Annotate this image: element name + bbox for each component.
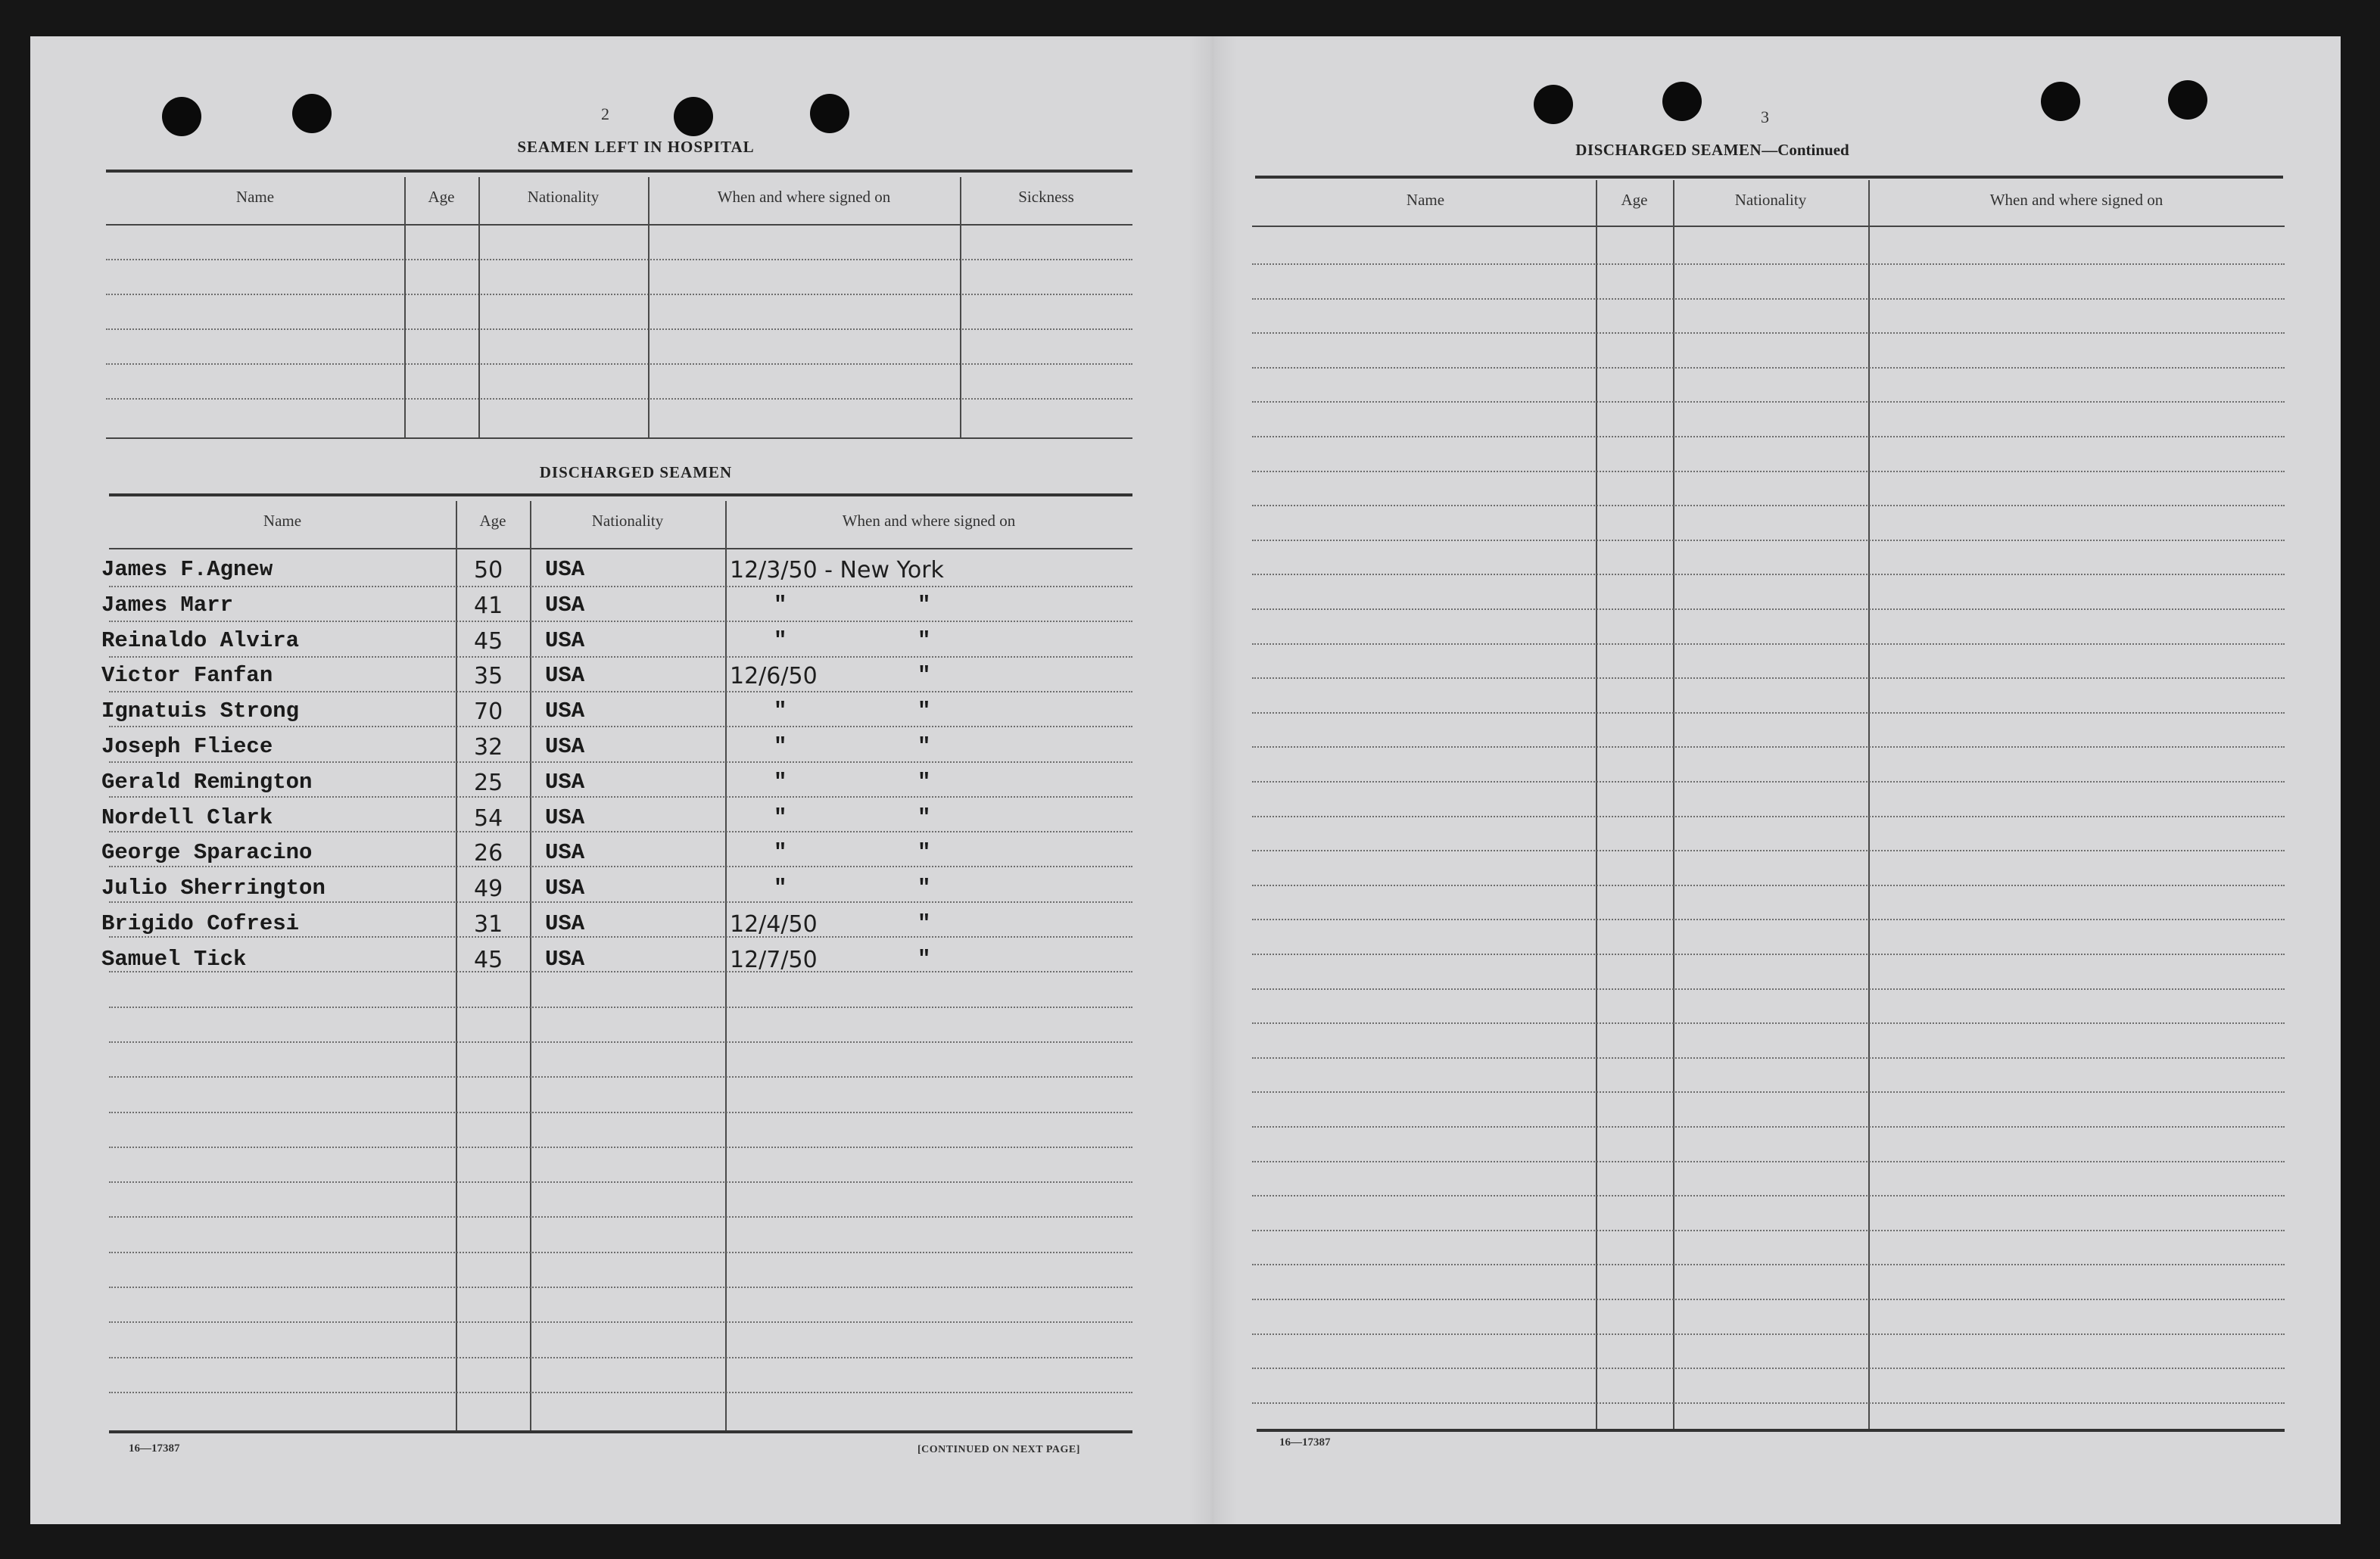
- seaman-signed-on-date: 12/7/50: [730, 947, 818, 973]
- row-rule: [109, 1252, 1132, 1253]
- row-rule: [1252, 1333, 2285, 1335]
- seaman-nationality: USA: [545, 557, 585, 582]
- hospital-col-sickness: Sickness: [1018, 188, 1074, 206]
- row-rule: [109, 726, 1132, 727]
- row-rule: [109, 1007, 1132, 1008]
- hospital-row-rule: [106, 398, 1132, 400]
- right-col-name: Name: [1406, 191, 1445, 209]
- punch-hole: [2168, 80, 2207, 120]
- hospital-row-rule: [106, 259, 1132, 260]
- left-page-number: 2: [601, 104, 609, 123]
- seaman-signed-on-place: ": [917, 663, 931, 688]
- hospital-header-rule: [106, 224, 1132, 226]
- row-rule: [109, 901, 1132, 903]
- row-rule: [1252, 367, 2285, 369]
- row-rule: [1252, 643, 2285, 645]
- row-rule: [109, 761, 1132, 763]
- seaman-name: George Sparacino: [101, 840, 313, 865]
- row-rule: [1252, 332, 2285, 334]
- row-rule: [109, 1392, 1132, 1393]
- seaman-signed-on-date: ": [774, 593, 787, 618]
- seaman-age: 54: [474, 805, 503, 832]
- seaman-nationality: USA: [545, 805, 585, 830]
- seaman-age: 70: [474, 699, 503, 725]
- seaman-nationality: USA: [545, 663, 585, 688]
- discharged-col-name: Name: [263, 512, 302, 530]
- row-rule: [109, 1147, 1132, 1148]
- hospital-table-top-rule: [106, 170, 1132, 173]
- hospital-table-bottom-rule: [106, 437, 1132, 439]
- row-rule: [1252, 1022, 2285, 1024]
- seaman-signed-on-place: ": [917, 805, 931, 830]
- row-rule: [1252, 1402, 2285, 1404]
- seaman-name: James F.Agnew: [101, 557, 273, 582]
- row-rule: [109, 1076, 1132, 1078]
- row-rule: [1252, 919, 2285, 920]
- hospital-section-title: SEAMEN LEFT IN HOSPITAL: [517, 138, 755, 156]
- row-rule: [109, 656, 1132, 658]
- hospital-col-divider: [960, 177, 961, 437]
- seaman-name: Brigido Cofresi: [101, 911, 300, 936]
- right-header-rule: [1252, 226, 2285, 227]
- row-rule: [1252, 816, 2285, 817]
- seaman-signed-on-place: ": [917, 628, 931, 653]
- row-rule: [1252, 1126, 2285, 1128]
- row-rule: [1252, 988, 2285, 990]
- row-rule: [109, 586, 1132, 587]
- seaman-age: 31: [474, 911, 503, 938]
- seaman-signed-on-place: ": [917, 876, 931, 901]
- seaman-age: 45: [474, 947, 503, 973]
- right-col-when-where: When and where signed on: [1989, 191, 2163, 209]
- row-rule: [1252, 436, 2285, 437]
- row-rule: [1252, 1091, 2285, 1093]
- row-rule: [109, 1112, 1132, 1113]
- seaman-signed-on-place: ": [917, 840, 931, 865]
- row-rule: [1252, 677, 2285, 679]
- row-rule: [109, 971, 1132, 972]
- seaman-nationality: USA: [545, 699, 585, 723]
- row-rule: [1252, 1230, 2285, 1231]
- hospital-row-rule: [106, 294, 1132, 295]
- left-footer-code: 16—17387: [129, 1442, 180, 1455]
- row-rule: [109, 936, 1132, 938]
- row-rule: [1252, 505, 2285, 506]
- discharged-col-divider: [725, 501, 727, 1430]
- seaman-signed-on-date: 12/6/50: [730, 663, 818, 689]
- punch-hole: [162, 97, 201, 136]
- row-rule: [1252, 401, 2285, 403]
- discharged-table-top-rule: [109, 493, 1132, 496]
- row-rule: [1252, 574, 2285, 575]
- seaman-signed-on-date: ": [774, 770, 787, 795]
- row-rule: [109, 691, 1132, 692]
- right-title-main: DISCHARGED SEAMEN: [1575, 141, 1762, 159]
- seaman-signed-on-date: 12/3/50 - New York: [730, 557, 944, 583]
- row-rule: [1252, 885, 2285, 886]
- row-rule: [1252, 712, 2285, 714]
- discharged-col-nationality: Nationality: [591, 512, 664, 530]
- seaman-nationality: USA: [545, 947, 585, 972]
- hospital-col-name: Name: [235, 188, 275, 206]
- row-rule: [1252, 954, 2285, 955]
- row-rule: [109, 831, 1132, 832]
- seaman-signed-on-place: ": [917, 593, 931, 618]
- row-rule: [109, 1357, 1132, 1358]
- discharged-header-rule: [109, 548, 1132, 549]
- hospital-col-divider: [404, 177, 406, 437]
- seaman-signed-on-date: ": [774, 734, 787, 759]
- seaman-age: 26: [474, 840, 503, 867]
- discharged-col-age: Age: [479, 512, 506, 530]
- discharged-table-bottom-rule: [109, 1430, 1132, 1433]
- row-rule: [109, 1181, 1132, 1183]
- hospital-col-age: Age: [428, 188, 455, 206]
- row-rule: [1252, 608, 2285, 610]
- seaman-age: 41: [474, 593, 503, 619]
- right-table-top-rule: [1255, 176, 2283, 179]
- seaman-signed-on-date: 12/4/50: [730, 911, 818, 938]
- seaman-nationality: USA: [545, 770, 585, 795]
- row-rule: [109, 1041, 1132, 1043]
- seaman-nationality: USA: [545, 734, 585, 759]
- row-rule: [1252, 1195, 2285, 1196]
- row-rule: [1252, 746, 2285, 748]
- row-rule: [1252, 1057, 2285, 1059]
- discharged-col-divider: [530, 501, 531, 1430]
- seaman-signed-on-date: ": [774, 805, 787, 830]
- hospital-col-nationality: Nationality: [527, 188, 600, 206]
- row-rule: [1252, 1264, 2285, 1265]
- seaman-signed-on-place: ": [917, 911, 931, 936]
- seaman-nationality: USA: [545, 911, 585, 936]
- page-fold: [1188, 36, 1237, 1524]
- document-sheet: [30, 36, 2341, 1524]
- discharged-section-title: DISCHARGED SEAMEN: [539, 463, 733, 481]
- seaman-age: 49: [474, 876, 503, 902]
- right-table-bottom-rule: [1257, 1429, 2285, 1432]
- hospital-row-rule: [106, 328, 1132, 330]
- row-rule: [1252, 1299, 2285, 1300]
- row-rule: [1252, 471, 2285, 472]
- right-section-title: [1546, 141, 1879, 160]
- seaman-name: Joseph Fliece: [101, 734, 273, 759]
- row-rule: [1252, 540, 2285, 541]
- punch-hole: [2041, 82, 2080, 121]
- seaman-nationality: USA: [545, 876, 585, 901]
- row-rule: [1252, 263, 2285, 265]
- seaman-signed-on-place: ": [917, 770, 931, 795]
- hospital-col-when-where: When and where signed on: [717, 188, 891, 206]
- seaman-signed-on-date: ": [774, 876, 787, 901]
- hospital-row-rule: [106, 363, 1132, 365]
- punch-hole: [292, 94, 332, 133]
- discharged-col-divider: [456, 501, 457, 1430]
- seaman-nationality: USA: [545, 628, 585, 653]
- seaman-nationality: USA: [545, 840, 585, 865]
- seaman-name: Gerald Remington: [101, 770, 313, 795]
- seaman-age: 32: [474, 734, 503, 761]
- seaman-age: 50: [474, 557, 503, 583]
- row-rule: [109, 1321, 1132, 1323]
- row-rule: [1252, 1368, 2285, 1369]
- row-rule: [109, 796, 1132, 798]
- seaman-signed-on-date: ": [774, 699, 787, 723]
- right-col-age: Age: [1621, 191, 1648, 209]
- punch-hole: [1534, 85, 1573, 124]
- discharged-col-when-where: When and where signed on: [842, 512, 1016, 530]
- right-page-number: 3: [1761, 107, 1769, 126]
- seaman-name: Ignatuis Strong: [101, 699, 300, 723]
- seaman-age: 25: [474, 770, 503, 796]
- seaman-signed-on-place: ": [917, 947, 931, 972]
- seaman-name: Reinaldo Alvira: [101, 628, 300, 653]
- seaman-nationality: USA: [545, 593, 585, 618]
- row-rule: [1252, 298, 2285, 300]
- seaman-age: 45: [474, 628, 503, 655]
- seaman-signed-on-place: ": [917, 734, 931, 759]
- seaman-name: Nordell Clark: [101, 805, 273, 830]
- left-footer-note: [CONTINUED ON NEXT PAGE]: [917, 1444, 1080, 1455]
- row-rule: [109, 866, 1132, 867]
- right-title-suffix: —Continued: [1762, 141, 1849, 159]
- punch-hole: [810, 94, 849, 133]
- row-rule: [1252, 781, 2285, 783]
- seaman-age: 35: [474, 663, 503, 689]
- seaman-name: Samuel Tick: [101, 947, 247, 972]
- row-rule: [109, 1216, 1132, 1218]
- row-rule: [1252, 850, 2285, 851]
- hospital-col-divider: [478, 177, 480, 437]
- seaman-signed-on-date: ": [774, 840, 787, 865]
- right-col-nationality: Nationality: [1734, 191, 1807, 209]
- seaman-name: Julio Sherrington: [101, 876, 326, 901]
- right-footer-code: 16—17387: [1279, 1436, 1331, 1449]
- row-rule: [109, 621, 1132, 622]
- seaman-name: James Marr: [101, 593, 234, 618]
- hospital-col-divider: [648, 177, 650, 437]
- row-rule: [109, 1287, 1132, 1288]
- row-rule: [1252, 1161, 2285, 1162]
- seaman-signed-on-place: ": [917, 699, 931, 723]
- seaman-signed-on-date: ": [774, 628, 787, 653]
- punch-hole: [1662, 82, 1702, 121]
- punch-hole: [674, 97, 713, 136]
- seaman-name: Victor Fanfan: [101, 663, 273, 688]
